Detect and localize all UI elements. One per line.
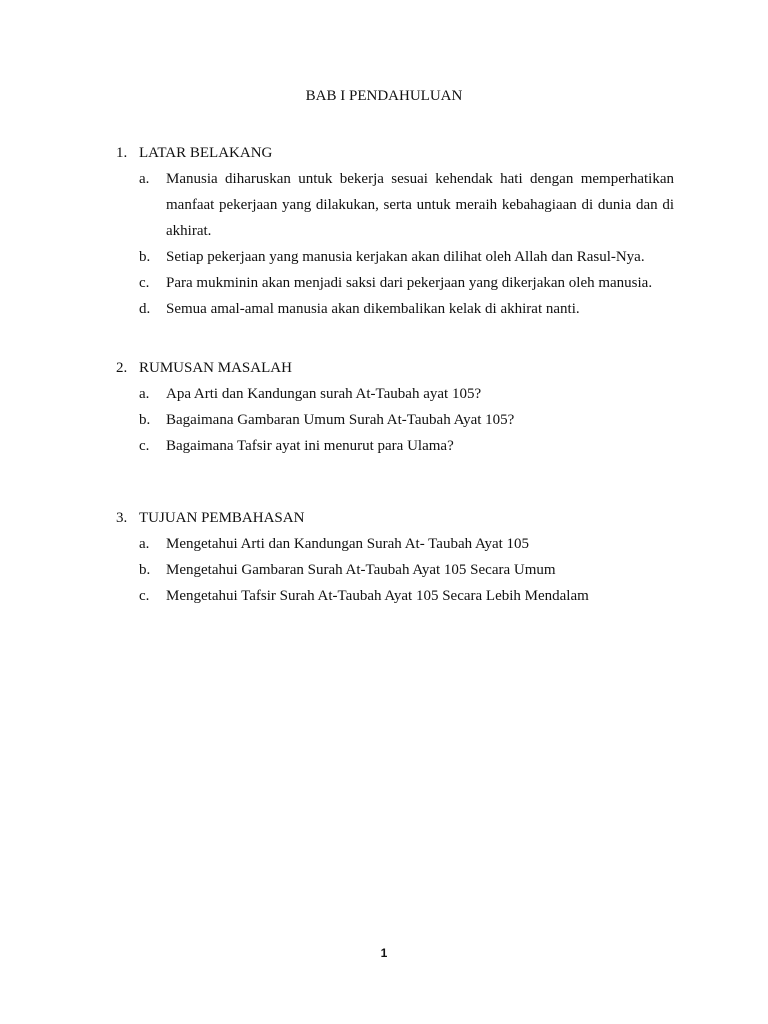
item-text: Apa Arti dan Kandungan surah At-Taubah ayat 105? xyxy=(166,386,482,402)
item-text: Bagaimana Tafsir ayat ini menurut para Ulama? xyxy=(166,438,454,454)
section-heading xyxy=(116,505,676,531)
item-text: Setiap pekerjaan yang manusia kerjakan akan dilihat oleh Allah dan Rasul-Nya. xyxy=(166,249,645,265)
item-letter: b. xyxy=(139,412,151,428)
list-item xyxy=(116,296,676,322)
section-number: 1. xyxy=(116,145,128,161)
section-heading-text: RUMUSAN MASALAH xyxy=(139,360,292,376)
item-text: Mengetahui Arti dan Kandungan Surah At- Taubah Ayat 105 xyxy=(166,536,530,552)
item-letter: b. xyxy=(139,562,151,578)
list-item xyxy=(116,407,676,433)
page-number: 1 xyxy=(380,946,388,960)
item-letter: a. xyxy=(139,386,150,402)
item-text: Semua amal-amal manusia akan dikembalikan kelak di akhirat nanti. xyxy=(166,301,580,317)
section-heading xyxy=(116,140,676,166)
list-item xyxy=(116,583,676,609)
section-number: 3. xyxy=(116,510,128,526)
item-letter: c. xyxy=(139,438,150,454)
item-text: Bagaimana Gambaran Umum Surah At-Taubah Ayat 105? xyxy=(166,412,515,428)
item-text: Mengetahui Gambaran Surah At-Taubah Ayat 105 Secara Umum xyxy=(166,562,556,578)
item-letter: c. xyxy=(139,275,150,291)
item-letter: a. xyxy=(139,171,150,187)
chapter-title: BAB I PENDAHULUAN xyxy=(305,88,463,104)
list-item xyxy=(116,531,676,557)
list-item xyxy=(116,270,676,296)
section-latar-belakang xyxy=(116,140,676,322)
item-text: Para mukminin akan menjadi saksi dari pekerjaan yang dikerjakan oleh manusia. xyxy=(166,275,653,291)
list-item xyxy=(116,381,676,407)
list-item xyxy=(116,433,676,459)
section-heading xyxy=(116,355,676,381)
item-letter: c. xyxy=(139,588,150,604)
item-letter: b. xyxy=(139,249,151,265)
item-text: Mengetahui Tafsir Surah At-Taubah Ayat 105 Secara Lebih Mendalam xyxy=(166,588,589,604)
item-letter: d. xyxy=(139,301,151,317)
list-item xyxy=(116,166,676,244)
section-heading-text: TUJUAN PEMBAHASAN xyxy=(139,510,305,526)
item-text: Manusia diharuskan untuk bekerja sesuai kehendak hati dengan memperhatikan manfaat pekerjaan yang dilakukan, serta untuk meraih kebahagiaan di dunia dan di akhirat. xyxy=(166,171,674,239)
section-rumusan-masalah xyxy=(116,355,676,459)
section-number: 2. xyxy=(116,360,128,376)
section-heading-text: LATAR BELAKANG xyxy=(139,145,273,161)
item-letter: a. xyxy=(139,536,150,552)
list-item xyxy=(116,244,676,270)
list-item xyxy=(116,557,676,583)
section-tujuan-pembahasan xyxy=(116,505,676,609)
